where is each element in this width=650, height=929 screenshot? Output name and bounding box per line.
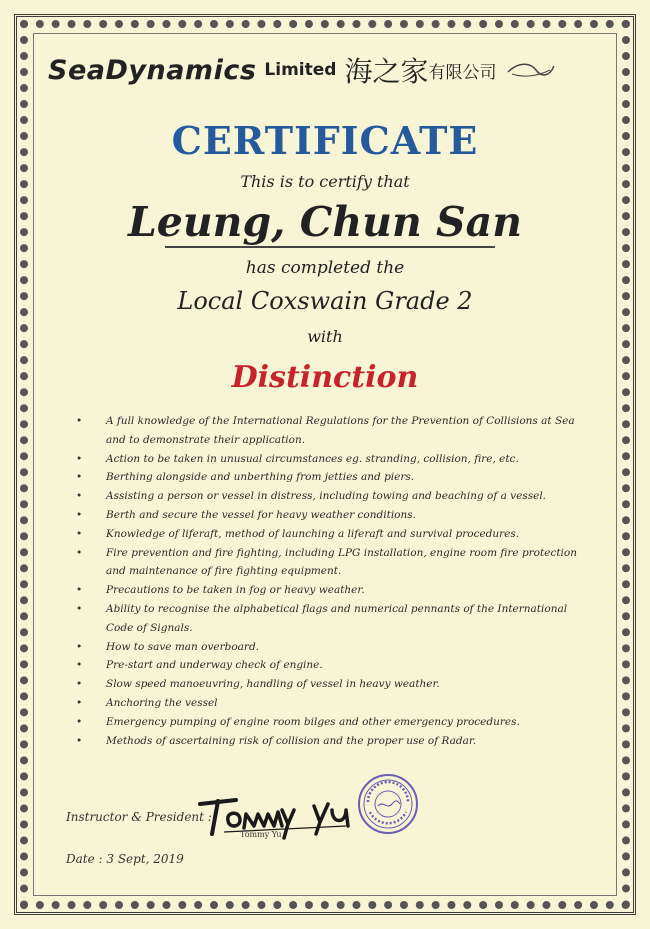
list-item: • Precautions to be taken in fog or heavy weather.: [76, 581, 586, 600]
skills-list: [76, 412, 586, 750]
list-item: • Fire prevention and fire fighting, including LPG installation, engine room fire protection and maintenance of fire fighting equipment.: [76, 544, 586, 582]
completed-line: has completed the: [245, 258, 405, 278]
course-name: Local Coxswain Grade 2: [177, 287, 473, 315]
list-item: • Ability to recognise the alphabetical flags and numerical pennants of the International Code of Signals.: [76, 600, 586, 638]
instructor-label: Instructor & President :: [66, 810, 212, 824]
grade-distinction: Distinction: [231, 360, 419, 395]
brand-chinese-name: 海之家: [344, 55, 429, 88]
list-item: • A full knowledge of the International Regulations for the Prevention of Collisions at Sea and to demonstrate their application.: [76, 412, 586, 450]
list-item: • Anchoring the vessel: [76, 694, 586, 713]
list-item: • Pre-start and underway check of engine.: [76, 656, 586, 675]
brand-name: SeaDynamics: [48, 54, 257, 86]
list-item: • Assisting a person or vessel in distress, including towing and beaching of a vessel.: [76, 487, 586, 506]
list-item: • Slow speed manoeuvring, handling of vessel in heavy weather.: [76, 675, 586, 694]
recipient-name: Leung, Chun San: [127, 198, 523, 246]
list-item: • Methods of ascertaining risk of collision and the proper use of Radar.: [76, 732, 586, 751]
company-header: [48, 50, 608, 90]
certify-line: This is to certify that: [240, 172, 410, 191]
name-underline: [165, 246, 495, 248]
brand-chinese-suffix: 有限公司: [428, 62, 497, 83]
list-item: • Berth and secure the vessel for heavy weather conditions.: [76, 506, 586, 525]
wave-logo-icon: [506, 60, 556, 80]
issue-date: Date : 3 Sept, 2019: [66, 852, 184, 866]
list-item: • Berthing alongside and unberthing from jetties and piers.: [76, 468, 586, 487]
list-item: • Emergency pumping of engine room bilges and other emergency procedures.: [76, 713, 586, 732]
list-item: • How to save man overboard.: [76, 638, 586, 657]
with-line: with: [307, 327, 343, 346]
list-item: • Action to be taken in unusual circumstances eg. stranding, collision, fire, etc.: [76, 450, 586, 469]
list-item: • Knowledge of liferaft, method of launching a liferaft and survival procedures.: [76, 525, 586, 544]
brand-limited: Limited: [264, 60, 337, 80]
certificate-title: CERTIFICATE: [171, 118, 479, 163]
company-seal-icon: [356, 772, 420, 836]
signatory-name: Tommy Yu: [240, 830, 282, 839]
